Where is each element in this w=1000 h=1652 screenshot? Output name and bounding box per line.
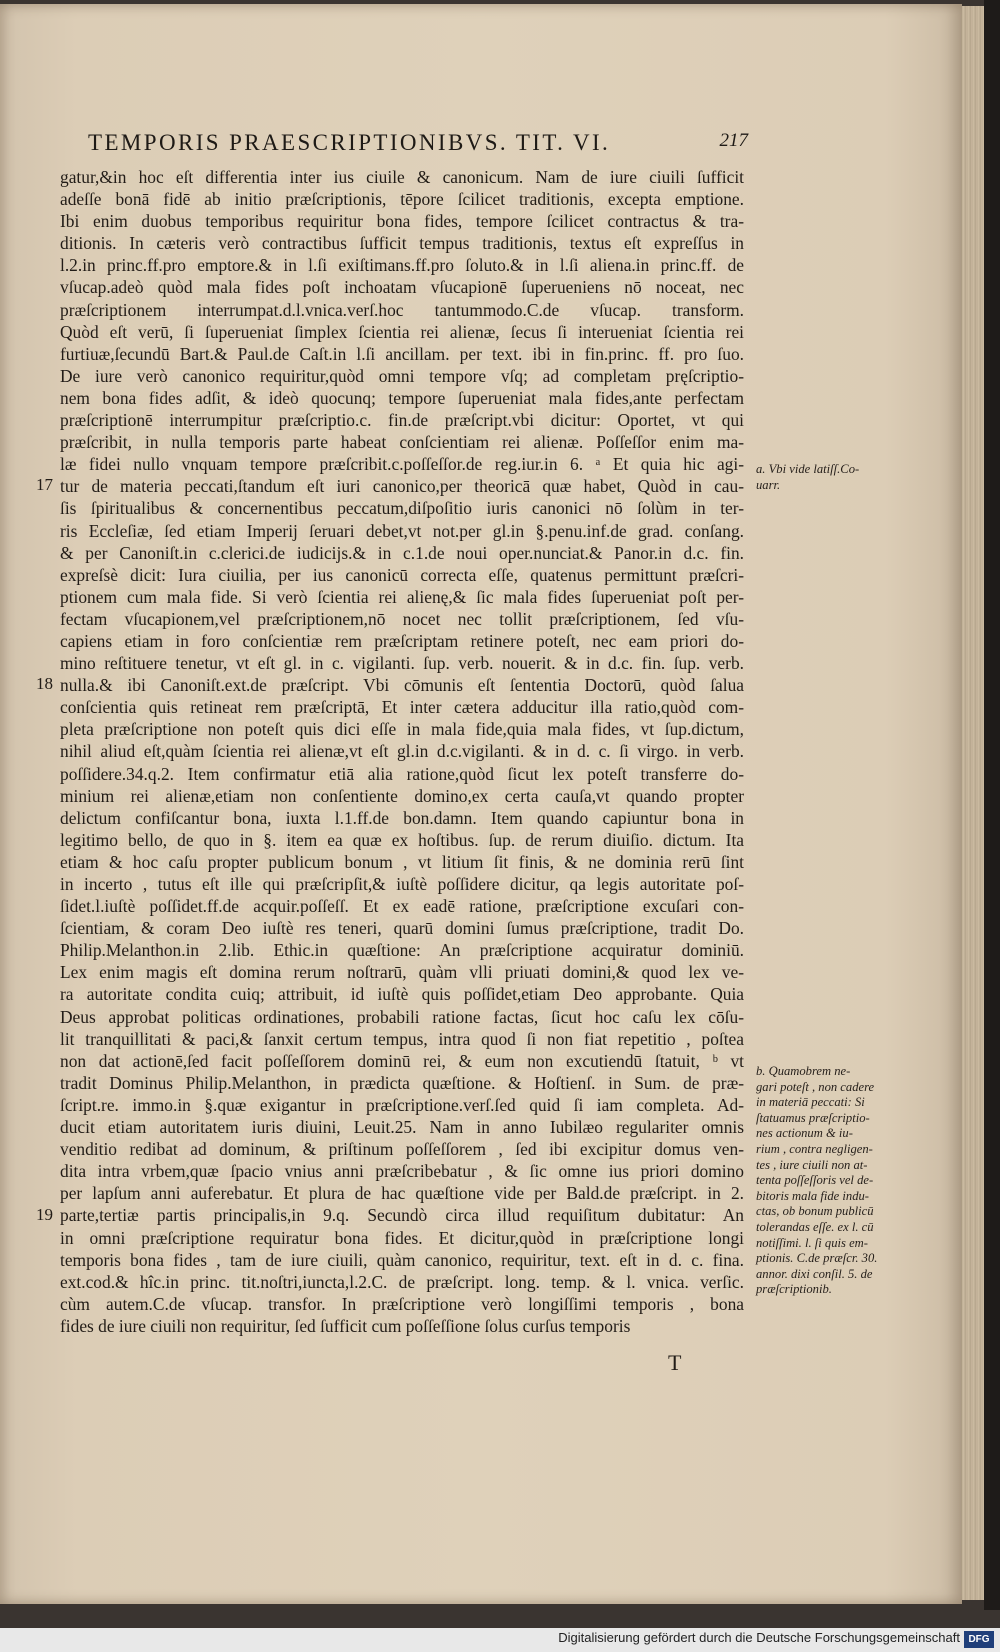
- margin-note-line: notiſſimi. l. ſi quis em-: [756, 1235, 868, 1250]
- margin-note-line: ptionis. C.de præſcr. 30.: [756, 1251, 878, 1266]
- text-line: gatur,&in hoc eſt differentia inter ius ciuile & canonicum. Nam de iure ciuili ſufficit: [60, 167, 744, 187]
- text-line: Philip.Melanthon.in 2.lib. Ethic.in quæſtione: An præſcriptione acquiratur dominiū.: [60, 940, 744, 961]
- text-line: parte,tertiæ partis principalis,in 9.q. Secundò circa illud requiſitum dubitatur: An: [60, 1205, 744, 1226]
- text-line: ditionis. In cæteris verò contractibus ſufficit tempus traditionis, textus eſt expreſſus in: [60, 233, 744, 254]
- text-line: ris Eccleſiæ, ſed etiam Imperij ſeruari debet,vt not.per gl.in §.penu.inf.de grad. conſang.: [60, 520, 744, 541]
- margin-note-line: rium , contra negligen-: [756, 1141, 873, 1156]
- text-line: furtiuæ,ſecundū Bart.& Paul.de Caſt.in l.ſi ancillam. per text. ibi in fin.princ. ff. pro ſuo.: [60, 343, 744, 364]
- margin-note-line: uarr.: [756, 477, 781, 492]
- page-number: 217: [719, 130, 748, 151]
- footer-bar: [0, 1628, 1000, 1652]
- text-line: vſucap.adeò quòd mala fides poſt inchoatam vſucapionē ſuperueniens nō noceat, nec: [60, 277, 744, 298]
- margin-note-line: a. Vbi vide latiſſ.Co-: [756, 462, 860, 476]
- text-line: minium rei alienæ,etiam non conſentiente domino,ex certa cauſa,vt quando propter: [60, 785, 744, 806]
- text-line: Lex enim magis eſt domina rerum noſtrarū, quàm vlli priuati domini,& quod lex ve-: [60, 962, 744, 983]
- text-line: fides de iure ciuili non requiritur, ſed ſufficit cum poſſeſſione ſolus curſus temporis: [60, 1315, 631, 1336]
- text-line: ſcientiam, & coram Deo iuſtè res teneri, quarū domini ſumus præſcriptione, tradit Do.: [60, 918, 744, 939]
- marginal-line-number: 18: [36, 674, 53, 694]
- binding-shadow: [984, 0, 1000, 1610]
- running-head: [88, 128, 748, 160]
- text-line: expreſsè dicit: Iura ciuilia, per ius canonicū correcta eſſe, quatenus permittunt præſcri-: [60, 564, 744, 585]
- text-line: ſcript.re. immo.in §.quæ exigantur in præſcriptione.verſ.ſed quid ſi iam completa. Ad-: [60, 1094, 744, 1115]
- margin-note-line: in materiā peccati: Si: [756, 1095, 865, 1110]
- margin-note-line: tenta poſſeſſoris vel de-: [756, 1173, 874, 1188]
- text-line: non dat actionē,ſed facit poſſeſſorem dominū rei, & eum non excutiendū ſtatuit, ᵇ vt: [60, 1050, 744, 1071]
- text-line: per lapſum anni auferebatur. Et plura de hac quæſtione vide per Bald.de præſcript. in 2.: [60, 1183, 744, 1204]
- text-line: mino reſtituere tenetur, vt eſt gl. in c. vigilanti. ſup. verb. nouerit. & in d.c. fin. ſup. verb.: [60, 653, 744, 674]
- text-line: conſcientia quis retineat rem præſcriptā, Et inter cætera adducitur illa ratio,quòd com-: [60, 697, 744, 718]
- dfg-logo: DFG: [964, 1631, 994, 1648]
- margin-note-line: ctas, ob bonum publicū: [756, 1204, 874, 1219]
- text-line: cùm autem.C.de vſucap. transfor. In præſcriptione verò longiſſimi temporis , bona: [60, 1293, 744, 1314]
- text-line: nulla.& ibi Canoniſt.ext.de præſcript. Vbi cōmunis eſt ſententia Doctorū, quòd ſalua: [60, 675, 744, 696]
- text-line: De iure verò canonico requiritur,quòd omni tempore vſq; ad completam pręſcriptio-: [60, 365, 744, 386]
- text-line: præſcriptionē interrumpitur præſcriptio.c. fin.de præſcript.vbi dicitur: Oportet, vt qui: [60, 410, 744, 431]
- text-line: Ibi enim duobus temporibus requiritur bona fides, tempore ſcilicet contractus & tra-: [60, 211, 744, 232]
- margin-note-line: ſtatuamus præſcriptio-: [756, 1110, 870, 1125]
- text-line: præſcribit, in nulla temporis parte habeat conſcientiam rei alienæ. Poſſeſſor enim ma-: [60, 432, 744, 453]
- text-line: lit tranquillitati & paci,& ſanxit certum tempus, intra quod ſi non fiat repetitio , poſtea: [60, 1028, 744, 1049]
- margin-note-a: [756, 462, 886, 493]
- text-line: capiens etiam in foro conſcientiæ rem præſcriptam retinere poteſt, nec eam priori do-: [60, 630, 744, 651]
- marginal-line-number: 17: [36, 475, 53, 495]
- text-line: præſcriptionem interrumpat.d.l.vnica.verſ.hoc tantummodo.C.de vſucap. transform.: [60, 299, 744, 320]
- text-line: & per Canoniſt.in c.clerici.de iudicijs.& in c.1.de noui oper.nunciat.& Panor.in d.c. fin.: [60, 542, 744, 563]
- text-line: etiam & hoc caſu propter publicum bonum , vt litium ſit finis, & ne dominia rerū ſint: [60, 851, 744, 872]
- text-line: fectam vſucapionem,vel præſcriptionem,nō nocet nec tollit præſcriptionem, ſed vſu-: [60, 608, 744, 629]
- text-line: nem bona fides adſit, & ideò quocunq; tempore ſuperueniat mala fides,ante perfectam: [60, 387, 744, 408]
- margin-note-line: præſcriptionib.: [756, 1282, 832, 1297]
- text-line: in omni præſcriptione requiratur bona fides. Et dicitur,quòd in præſcriptione longi: [60, 1227, 744, 1248]
- text-line: ducit etiam autoritatem iuris diuini, Leuit.25. Nam in anno Iubilæo regulariter omnis: [60, 1117, 744, 1138]
- margin-note-line: annor. dixi conſil. 5. de: [756, 1266, 873, 1281]
- text-line: pleta præſcriptione non poteſt quis dici eſſe in mala fide,quia mala fides, vt ſup.dictum,: [60, 719, 744, 740]
- text-line: dita intra vrbem,quæ ſpacio vnius anni præſcribebatur , & ſic omne ius priori domino: [60, 1161, 744, 1182]
- footer-credit: Digitalisierung gefördert durch die Deutsche Forschungsgemeinschaft: [558, 1630, 960, 1645]
- margin-note-b: [756, 1064, 886, 1298]
- marginal-line-number: 19: [36, 1204, 53, 1224]
- text-line: ra autoritate condita cuiq; attribuit, id iuſtè quis poſſidet,etiam Deo approbante. Quia: [60, 984, 744, 1005]
- page-edge: [962, 6, 984, 1600]
- margin-note-line: tes , iure ciuili non at-: [756, 1157, 868, 1172]
- text-line: tur de materia peccati,ſtandum eſt iuri canonico,per theoricā quæ habet, Quòd in cau-: [60, 476, 744, 497]
- text-line: ptionem cum mala fide. Si verò ſcientia rei alienę,& ſic mala fides ſuperueniat poſt per-: [60, 586, 744, 607]
- text-line: legitimo bello, de quo in §. item ea quæ ex hoſtibus. ſup. de rerum diuiſio. dictum. Ita: [60, 829, 744, 850]
- margin-note-line: tolerandas eſſe. ex l. cū: [756, 1219, 874, 1234]
- text-line: Deus approbat politicas ordinationes, probabili ratione factas, ſicut hoc caſu lex cōſu-: [60, 1006, 744, 1027]
- text-line: ext.cod.& hîc.in princ. tit.noſtri,iuncta,l.2.C. de præſcript. long. temp. & l. vnica. verſic.: [60, 1271, 744, 1292]
- text-line: adeſſe bonā fidē ab initio præſcriptionis, tēpore ſcilicet traditionis, excepta emptione.: [60, 189, 744, 210]
- text-line: nihil aliud eſt,quàm ſcientia rei alienæ,vt eſt gl.in d.c.vigilanti. & in d. c. ſi virgo. in verb.: [60, 741, 744, 762]
- text-line: delictum confiſcantur bona, iuxta l.1.ff.de bon.damn. Item quando capiuntur bona in: [60, 807, 744, 828]
- text-line: temporis bona fides , tam de iure ciuili, quàm canonico, requiritur, text. eſt in d. c. fina.: [60, 1249, 744, 1270]
- text-line: l.2.in princ.ff.pro emptore.& in l.ſi exiſtimans.ff.pro ſoluto.& in l.ſi aliena.in princ.ff. de: [60, 255, 744, 276]
- body-text: [60, 166, 744, 1337]
- margin-note-line: nes actionum & iu-: [756, 1126, 853, 1141]
- text-line: læ fidei nullo vnquam tempore præſcribit.c.poſſeſſor.de reg.iur.in 6. ᵃ Et quia hic agi-: [60, 454, 744, 475]
- margin-note-line: bitoris mala fide indu-: [756, 1188, 869, 1203]
- text-line: poſſidere.34.q.2. Item confirmatur etiā alia ratione,quòd ſicut lex poteſt transferre do-: [60, 763, 744, 784]
- text-line: in incerto , tutus eſt ille qui præſcripſit,& iuſtè poſſidere dicitur, qa legis autoritate poſ-: [60, 874, 744, 894]
- text-line: ſidet.l.iuſtè poſſidet.ff.de acquir.poſſeſſ. Et ex eadē ratione, præſcriptione excuſari con-: [60, 896, 744, 917]
- running-head-title: TEMPORIS PRAESCRIPTIONIBVS. TIT. VI.: [88, 130, 611, 155]
- margin-note-line: b. Quamobrem ne-: [756, 1064, 851, 1078]
- text-line: Quòd eſt verū, ſi ſuperueniat ſimplex ſcientia rei alienæ, ſecus ſi interueniat ſcientia rei: [60, 321, 744, 342]
- margin-note-line: gari poteſt , non cadere: [756, 1079, 875, 1094]
- signature-mark: T: [668, 1350, 682, 1375]
- text-line: ſis ſpiritualibus & concernentibus peccatum,diſpoſitio iuris canonici nō ſolùm in ter-: [60, 498, 744, 519]
- text-line: venditio redibat ad dominum, & priſtinum poſſeſſorem , ſed ibi excipitur domus ven-: [60, 1139, 744, 1160]
- text-line: tradit Dominus Philip.Melanthon, in prædicta quæſtione. & Hoſtienſ. in Sum. de præ-: [60, 1072, 744, 1093]
